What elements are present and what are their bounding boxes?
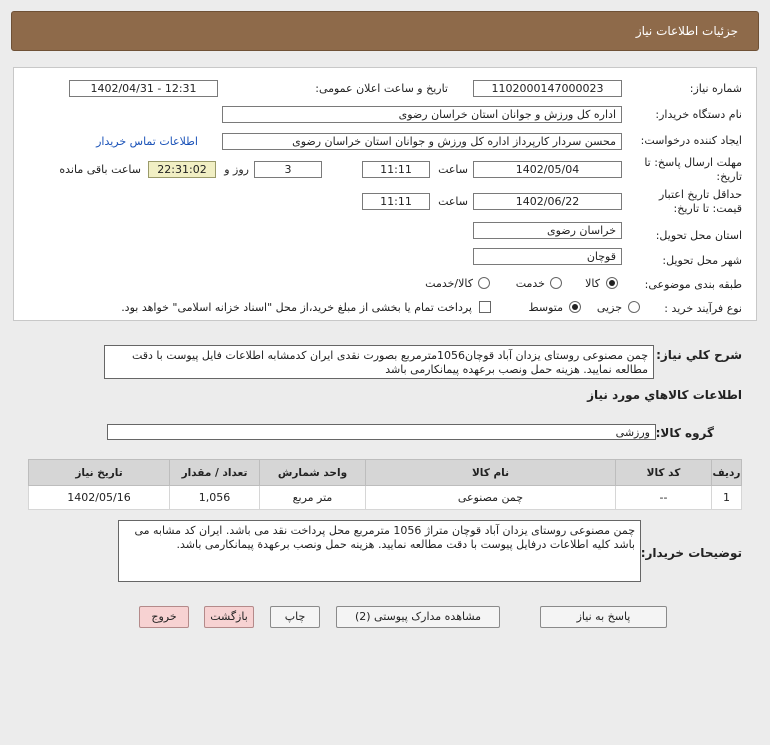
buyer-org-label: نام دستگاه خریدار:	[655, 108, 742, 121]
goods-group-label: گروه کالا:	[655, 426, 714, 440]
reply-deadline-date[interactable]: 1402/05/04	[473, 161, 622, 178]
remaining-time-label: ساعت باقی مانده	[59, 163, 141, 176]
cell-date: 1402/05/16	[29, 486, 170, 510]
delivery-city-label: شهر محل تحویل:	[662, 254, 742, 267]
goods-table	[28, 459, 742, 510]
cell-unit: متر مربع	[260, 486, 366, 510]
reply-button[interactable]: پاسخ به نیاز	[540, 606, 667, 628]
goods-section-title: اطلاعات کالاهاي مورد نياز	[587, 388, 742, 402]
reply-deadline-label-2: تاریخ:	[716, 170, 742, 183]
goods-group-field: ورزشی	[107, 424, 656, 440]
delivery-province-label: استان محل تحویل:	[655, 229, 742, 242]
delivery-city-field[interactable]: قوچان	[473, 248, 622, 265]
reply-days-field[interactable]: 3	[254, 161, 322, 178]
buyer-notes-label: توضیحات خریدار:	[640, 546, 742, 560]
table-row[interactable]	[29, 486, 742, 510]
days-label: روز و	[224, 163, 249, 176]
goods-table-header	[29, 460, 742, 486]
cell-qty: 1,056	[170, 486, 260, 510]
exit-button[interactable]: خروج	[139, 606, 189, 628]
purchase-type-label: نوع فرآیند خرید :	[664, 302, 742, 315]
category-option-service: خدمت	[515, 277, 545, 290]
category-option-goods: کالا	[585, 277, 600, 290]
reply-deadline-time[interactable]: 11:11	[362, 161, 430, 178]
category-radio-goods-service[interactable]	[478, 277, 490, 289]
col-code: کد کالا	[616, 460, 712, 486]
price-validity-date[interactable]: 1402/06/22	[473, 193, 622, 210]
reply-time-label: ساعت	[438, 163, 468, 176]
page-title: جزئیات اطلاعات نیاز	[635, 24, 738, 38]
announce-datetime-label: تاریخ و ساعت اعلان عمومی:	[315, 82, 448, 95]
summary-label: شرح کلي نياز:	[656, 348, 742, 362]
treasury-bond-checkbox[interactable]	[479, 301, 491, 313]
need-number-label: شماره نیاز:	[689, 82, 742, 95]
need-number-field[interactable]: 1102000147000023	[473, 80, 622, 97]
cell-row: 1	[712, 486, 742, 510]
col-unit: واحد شمارش	[260, 460, 366, 486]
col-date: تاریخ نیاز	[29, 460, 170, 486]
print-button[interactable]: چاپ	[270, 606, 320, 628]
requester-label: ایجاد کننده درخواست:	[640, 134, 742, 147]
col-qty: تعداد / مقدار	[170, 460, 260, 486]
delivery-province-field[interactable]: خراسان رضوی	[473, 222, 622, 239]
reply-deadline-label: مهلت ارسال پاسخ: تا	[644, 156, 742, 169]
purchase-type-option-medium: متوسط	[528, 301, 563, 314]
col-name: نام کالا	[366, 460, 616, 486]
purchase-type-radio-medium[interactable]	[569, 301, 581, 313]
category-radio-goods[interactable]	[606, 277, 618, 289]
purchase-type-radio-minor[interactable]	[628, 301, 640, 313]
buyer-contact-link[interactable]: اطلاعات تماس خریدار	[96, 135, 198, 148]
price-validity-label-2: قیمت: تا تاریخ:	[673, 202, 742, 215]
view-attachments-button[interactable]: مشاهده مدارک پیوستی (2)	[336, 606, 500, 628]
treasury-bond-note: پرداخت تمام یا بخشی از مبلغ خرید،از محل "اسناد خزانه اسلامی" خواهد بود.	[121, 301, 472, 314]
requester-field[interactable]: محسن سردار کارپرداز اداره کل ورزش و جوانان استان خراسان رضوی	[222, 133, 622, 150]
back-button[interactable]: بازگشت	[204, 606, 254, 628]
price-validity-time-label: ساعت	[438, 195, 468, 208]
summary-text: چمن مصنوعی روستای یزدان آباد قوچان1056مترمربع بصورت نقدی ایران کدمشابه اطلاعات فایل پیوست با دقت مطالعه نمایید. هزینه حمل ونصب برعهده پیمانکارمی باشد	[104, 345, 654, 379]
category-label: طبقه بندی موضوعی:	[644, 278, 742, 291]
cell-name: چمن مصنوعی	[366, 486, 616, 510]
announce-datetime-field[interactable]: 1402/04/31 - 12:31	[69, 80, 218, 97]
remaining-time-field: 22:31:02	[148, 161, 216, 178]
category-radio-service[interactable]	[550, 277, 562, 289]
cell-code: --	[616, 486, 712, 510]
price-validity-time[interactable]: 11:11	[362, 193, 430, 210]
page-header	[11, 11, 759, 51]
price-validity-label: حداقل تاریخ اعتبار	[658, 188, 742, 201]
purchase-type-option-minor: جزیی	[596, 301, 622, 314]
buyer-org-field[interactable]: اداره کل ورزش و جوانان استان خراسان رضوی	[222, 106, 622, 123]
category-option-goods-service: کالا/خدمت	[425, 277, 473, 290]
col-row: ردیف	[712, 460, 742, 486]
buyer-notes-text: چمن مصنوعی روستای یزدان آباد قوچان متراژ 1056 مترمربع محل پرداخت نقد می باشد. ایران کد مشابه می باشد کلیه اطلاعات درفایل پیوست با دقت مطالعه نمایید. هزینه حمل ونصب برعهدة پیمانکارمی باشد.	[118, 520, 641, 582]
